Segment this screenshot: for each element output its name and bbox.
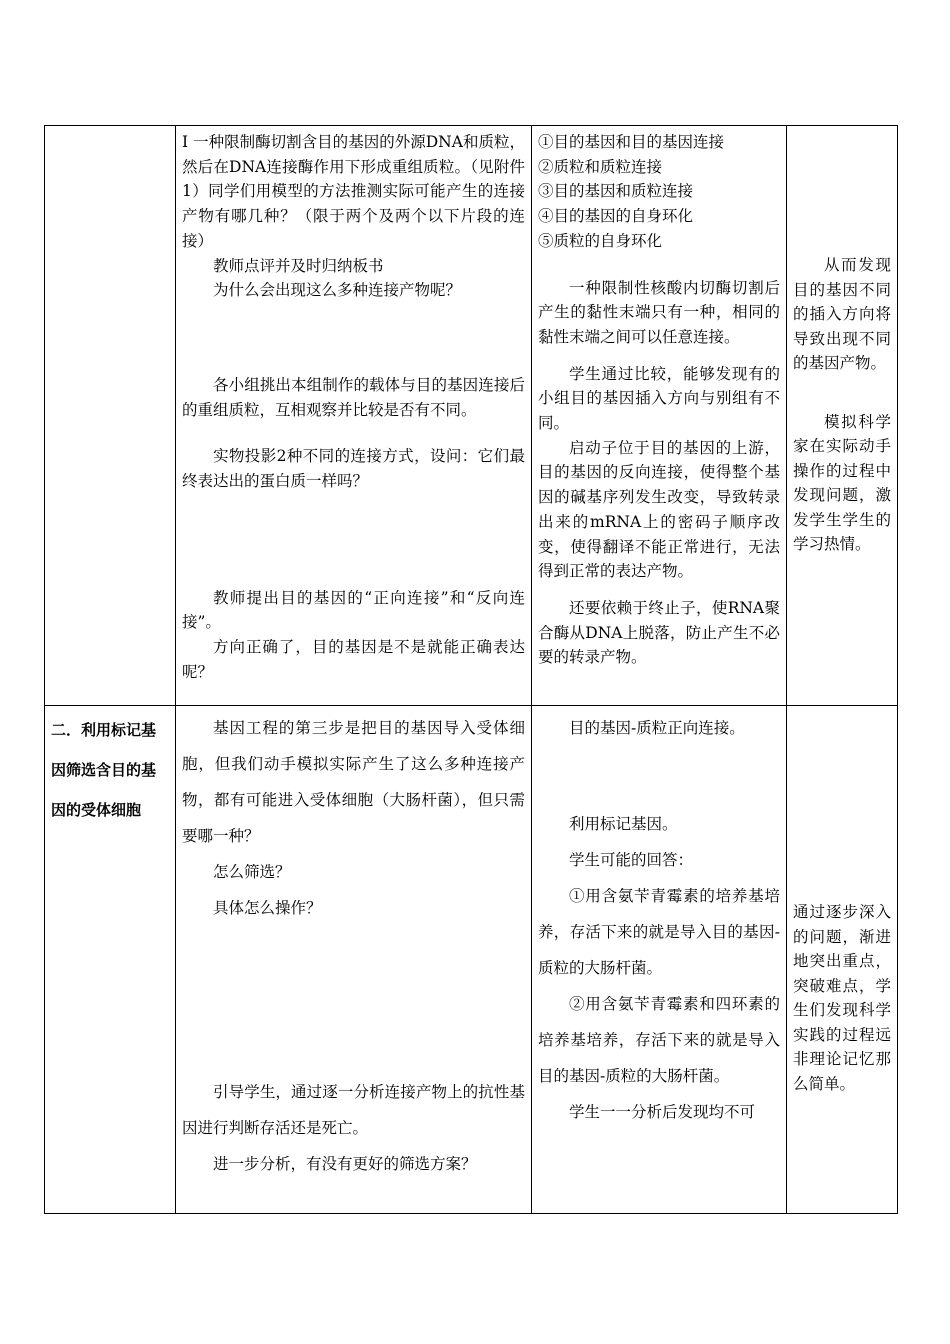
paragraph: 实物投影2种不同的连接方式，设问：它们最终表达出的蛋白质一样吗？ bbox=[182, 447, 525, 491]
lesson-plan-table bbox=[44, 125, 898, 1214]
paragraph: ①用含氨苄青霉素的培养基培养，存活下来的就是导入目的基因-质粒的大肠杆菌。 bbox=[538, 887, 780, 977]
list-item: ④目的基因的自身环化 bbox=[538, 207, 694, 226]
section-cell bbox=[45, 706, 176, 1214]
paragraph: 还要依赖于终止子，使RNA聚合酶从DNA上脱落，防止产生不必要的转录产物。 bbox=[538, 598, 780, 667]
section-title: 二．利用标记基因筛选含目的基因的受体细胞 bbox=[51, 721, 157, 819]
paragraph: 模拟科学家在实际动手操作的过程中发现问题，激发学生学生的学习热情。 bbox=[793, 412, 891, 553]
paragraph: 学生可能的回答： bbox=[569, 851, 694, 869]
paragraph: 学生一一分析后发现均不可 bbox=[569, 1103, 756, 1121]
paragraph: 启动子位于目的基因的上游，目的基因的反向连接，使得整个基因的碱基序列发生改变，导致转录出来的mRNA上的密码子顺序改变，使得翻译不能正常进行，无法得到正常的表达产物。 bbox=[538, 438, 780, 581]
paragraph: 各小组挑出本组制作的载体与目的基因连接后的重组质粒，互相观察并比较是否有不同。 bbox=[182, 375, 525, 419]
paragraph: 进一步分析，有没有更好的筛选方案？ bbox=[213, 1155, 477, 1173]
section-cell bbox=[45, 126, 176, 706]
paragraph: 方向正确了，目的基因是不是就能正确表达呢？ bbox=[182, 638, 525, 681]
paragraph: Ⅰ 一种限制酶切割含目的基因的外源DNA和质粒，然后在DNA连接酶作用下形成重组质粒。（见附件1）同学们用模型的方法推测实际可能产生的连接产物有哪几种？（限于两个及两个以下片段的连接） bbox=[182, 133, 525, 250]
paragraph: 教师提出目的基因的“正向连接”和“反向连接”。 bbox=[182, 588, 525, 632]
paragraph: 利用标记基因。 bbox=[569, 815, 678, 833]
design-intent-cell bbox=[787, 126, 898, 706]
paragraph: 从而发现目的基因不同的插入方向将导致出现不同的基因产物。 bbox=[793, 256, 891, 372]
paragraph: 基因工程的第三步是把目的基因导入受体细胞，但我们动手模拟实际产生了这么多种连接产物，都有可能进入受体细胞（大肠杆菌），但只需要哪一种？ bbox=[182, 719, 525, 845]
student-activity-cell bbox=[532, 126, 787, 706]
teacher-activity-cell bbox=[176, 706, 532, 1214]
list-item: ⑤质粒的自身环化 bbox=[538, 231, 663, 250]
student-activity-cell bbox=[532, 706, 787, 1214]
paragraph: 学生通过比较，能够发现有的小组目的基因插入方向与别组有不同。 bbox=[538, 364, 780, 433]
table-row bbox=[45, 126, 898, 706]
paragraph: 引导学生，通过逐一分析连接产物上的抗性基因进行判断存活还是死亡。 bbox=[182, 1083, 525, 1137]
paragraph: 具体怎么操作？ bbox=[213, 899, 322, 917]
list-item: ①目的基因和目的基因连接 bbox=[538, 133, 725, 151]
paragraph: 为什么会出现这么多种连接产物呢？ bbox=[213, 281, 462, 300]
paragraph: 怎么筛选？ bbox=[213, 863, 291, 881]
table-row bbox=[45, 706, 898, 1214]
teacher-activity-cell bbox=[176, 126, 532, 706]
paragraph: 一种限制性核酸内切酶切割后产生的黏性末端只有一种，相同的黏性末端之间可以任意连接。 bbox=[538, 278, 780, 346]
design-intent-cell bbox=[787, 706, 898, 1214]
paragraph: ②用含氨苄青霉素和四环素的培养基培养，存活下来的就是导入目的基因-质粒的大肠杆菌。 bbox=[538, 995, 780, 1085]
paragraph: 目的基因-质粒正向连接。 bbox=[569, 719, 745, 737]
paragraph: 教师点评并及时归纳板书 bbox=[213, 256, 384, 275]
list-item: ③目的基因和质粒连接 bbox=[538, 182, 694, 201]
paragraph: 通过逐步深入的问题，渐进地突出重点，突破难点，学生们发现科学实践的过程远非理论记忆那么简单。 bbox=[793, 903, 891, 1093]
list-item: ②质粒和质粒连接 bbox=[538, 157, 663, 176]
